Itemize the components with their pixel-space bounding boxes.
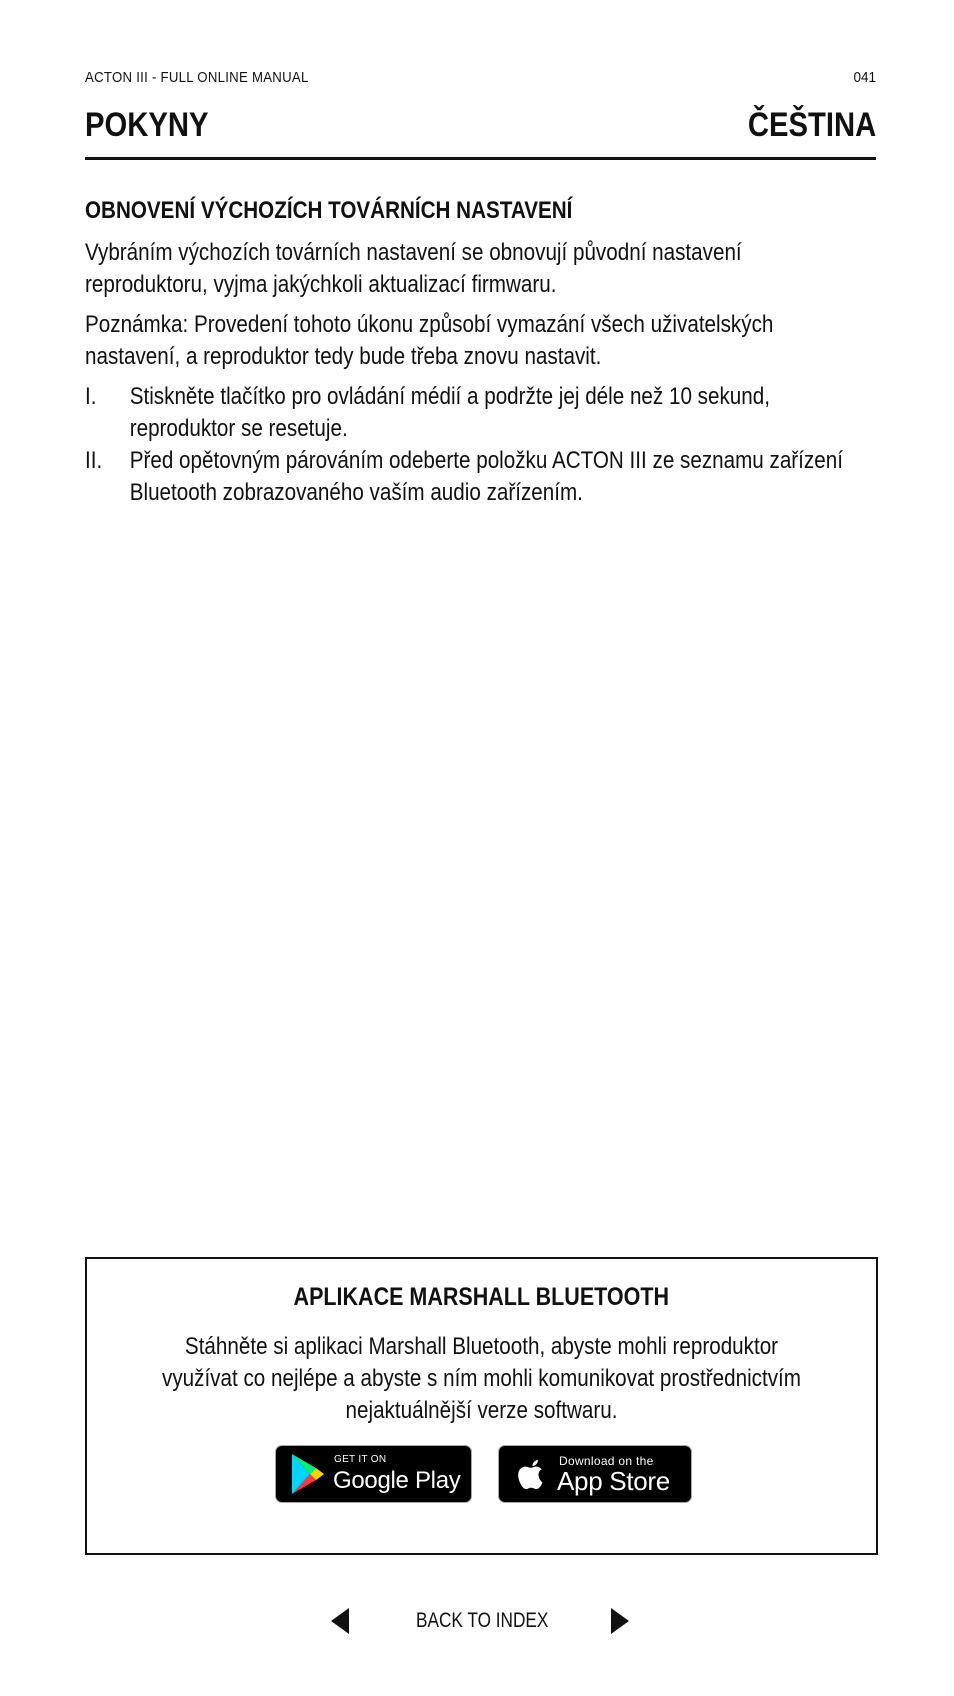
google-play-icon <box>288 1452 328 1496</box>
app-promo-box <box>85 1257 878 1555</box>
step-text: Před opětovným párováním odeberte položku ACTON III ze seznamu zařízení Bluetooth zobrazovaného vaším audio zařízením. <box>129 447 843 506</box>
app-promo-text-content: Stáhněte si aplikaci Marshall Bluetooth, abyste mohli reproduktor využívat co nejlépe a abyste s ním mohli komunikovat prostřednictvím nejaktuálnější verze softwaru. <box>162 1333 801 1424</box>
note-paragraph: Poznámka: Provedení tohoto úkonu způsobí vymazání všech uživatelských nastavení, a reproduktor tedy bude třeba znovu nastavit. <box>85 311 774 370</box>
next-page-arrow-icon[interactable] <box>609 1608 631 1634</box>
page-navigation <box>0 1600 954 1640</box>
app-promo-title-text: APLIKACE MARSHALL BLUETOOTH <box>293 1283 670 1311</box>
section-title: POKYNY <box>85 106 209 144</box>
language-title: ČEŠTINA <box>747 106 876 144</box>
back-to-index-link[interactable]: BACK TO INDEX <box>416 1609 549 1632</box>
step-item <box>85 445 859 509</box>
apple-logo-icon <box>515 1454 549 1494</box>
google-badge-small-text: GET IT ON <box>334 1454 387 1465</box>
step-text: Stiskněte tlačítko pro ovládání médií a podržte jej déle než 10 sekund, reproduktor se resetuje. <box>129 383 770 442</box>
steps-list <box>85 381 859 509</box>
manual-title: ACTON III - FULL ONLINE MANUAL <box>85 69 309 86</box>
app-store-badge[interactable] <box>498 1445 692 1503</box>
app-promo-text <box>87 1331 876 1427</box>
content-section <box>85 195 859 509</box>
step-item <box>85 381 859 445</box>
intro-paragraph: Vybráním výchozích továrních nastavení se obnovují původní nastavení reproduktoru, vyjma jakýchkoli aktualizací firmwaru. <box>85 239 742 298</box>
page-number: 041 <box>853 69 876 86</box>
google-badge-big-text: Google Play <box>333 1467 461 1494</box>
apple-badge-big-text: App Store <box>557 1466 670 1496</box>
previous-page-arrow-icon[interactable] <box>329 1608 351 1634</box>
app-promo-title <box>87 1283 876 1312</box>
google-play-badge[interactable] <box>275 1445 472 1503</box>
apple-badge-small-text: Download on the <box>559 1454 654 1468</box>
header-divider <box>85 157 876 160</box>
step-number: I. <box>85 383 97 410</box>
step-number: II. <box>85 447 103 474</box>
section-heading: OBNOVENÍ VÝCHOZÍCH TOVÁRNÍCH NASTAVENÍ <box>85 197 573 224</box>
